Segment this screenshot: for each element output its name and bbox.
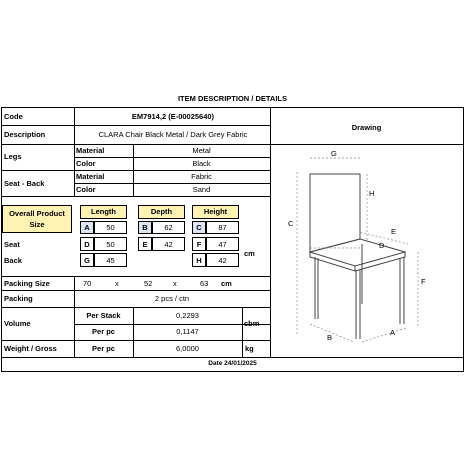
letter-d: D <box>84 240 90 249</box>
packing-length: 70 <box>83 279 92 288</box>
value-f: 47 <box>218 240 227 249</box>
seat-back-color-label: Color <box>76 185 96 194</box>
row-line <box>1 170 270 171</box>
legs-color-value: Black <box>192 159 211 168</box>
seat-back-color-value: Sand <box>192 185 211 194</box>
letter-g: G <box>84 256 90 265</box>
col-line <box>74 107 75 196</box>
seat-label: Seat <box>4 240 20 249</box>
packing-x1: x <box>115 279 119 288</box>
volume-label: Volume <box>4 319 31 328</box>
dim-label-g: G <box>331 149 337 158</box>
description-label: Description <box>4 130 46 139</box>
volume-per-stack-value: 0,2293 <box>176 311 199 320</box>
weight-per-pc-value: 6,0000 <box>176 344 199 353</box>
letter-b: B <box>142 223 148 232</box>
row-line <box>74 183 270 184</box>
sheet-title: ITEM DESCRIPTION / DETAILS <box>177 94 288 103</box>
dim-label-d: D <box>379 241 385 250</box>
volume-per-pc-label: Per pc <box>92 327 115 336</box>
letter-f: F <box>196 240 202 249</box>
dim-label-h: H <box>369 189 375 198</box>
description-value: CLARA Chair Black Metal / Dark Grey Fabric <box>98 130 248 139</box>
seat-back-label: Seat - Back <box>4 179 45 188</box>
length-header: Length <box>91 207 116 216</box>
frame-left <box>1 107 2 371</box>
chair-backrest <box>310 174 360 252</box>
volume-per-stack-label: Per Stack <box>86 311 121 320</box>
row-line <box>1 196 270 197</box>
frame-bottom <box>1 371 464 372</box>
packing-size-unit: cm <box>221 279 232 288</box>
code-label: Code <box>4 112 23 121</box>
row-line <box>1 144 270 145</box>
frame-top <box>1 107 464 108</box>
value-h: 42 <box>218 256 227 265</box>
volume-unit: cbm <box>244 319 260 328</box>
code-value: EM7914,2 (E-00025640) <box>131 112 215 121</box>
size-unit: cm <box>244 249 255 258</box>
letter-c: C <box>196 223 202 232</box>
legs-label: Legs <box>4 152 22 161</box>
value-g: 45 <box>106 256 115 265</box>
value-d: 50 <box>106 240 115 249</box>
packing-x2: x <box>173 279 177 288</box>
packing-label: Packing <box>4 294 33 303</box>
row-line <box>1 276 270 277</box>
row-line <box>1 125 270 126</box>
weight-label: Weight / Gross <box>4 344 57 353</box>
row-line <box>74 324 270 325</box>
seat-back-material-label: Material <box>76 172 105 181</box>
row-line <box>1 340 270 341</box>
letter-a: A <box>84 223 90 232</box>
packing-size-label: Packing Size <box>4 279 50 288</box>
chair-drawing <box>270 144 463 357</box>
height-header: Height <box>203 207 228 216</box>
legs-color-label: Color <box>76 159 96 168</box>
row-line <box>74 157 270 158</box>
weight-unit: kg <box>245 344 254 353</box>
footer-date: Date 24/01/2025 <box>208 360 257 367</box>
frame-right <box>463 107 464 371</box>
col-line <box>242 307 243 357</box>
back-label: Back <box>4 256 22 265</box>
value-b: 62 <box>164 223 173 232</box>
row-line <box>1 307 270 308</box>
legs-material-value: Metal <box>192 146 211 155</box>
row-line <box>1 290 270 291</box>
dim-label-c: C <box>288 219 294 228</box>
row-line <box>1 357 464 358</box>
dim-label-f: F <box>421 277 426 286</box>
overall-size-label-line1: Overall Product <box>9 209 65 218</box>
letter-h: H <box>196 256 202 265</box>
seat-back-material-value: Fabric <box>191 172 212 181</box>
dim-label-b: B <box>327 333 333 342</box>
packing-value: 2 pcs / ctn <box>154 294 190 303</box>
packing-width: 52 <box>144 279 153 288</box>
weight-per-pc-label: Per pc <box>92 344 115 353</box>
value-e: 42 <box>164 240 173 249</box>
value-c: 87 <box>218 223 227 232</box>
volume-per-pc-value: 0,1147 <box>176 327 199 336</box>
overall-size-label-line2: Size <box>29 220 45 229</box>
letter-e: E <box>142 240 148 249</box>
legs-material-label: Material <box>76 146 105 155</box>
drawing-title: Drawing <box>351 123 382 132</box>
depth-header: Depth <box>150 207 173 216</box>
drawing-dimension-labels <box>288 149 426 342</box>
packing-height: 63 <box>200 279 209 288</box>
dim-label-e: E <box>391 227 397 236</box>
dim-label-a: A <box>390 328 396 337</box>
value-a: 50 <box>106 223 115 232</box>
